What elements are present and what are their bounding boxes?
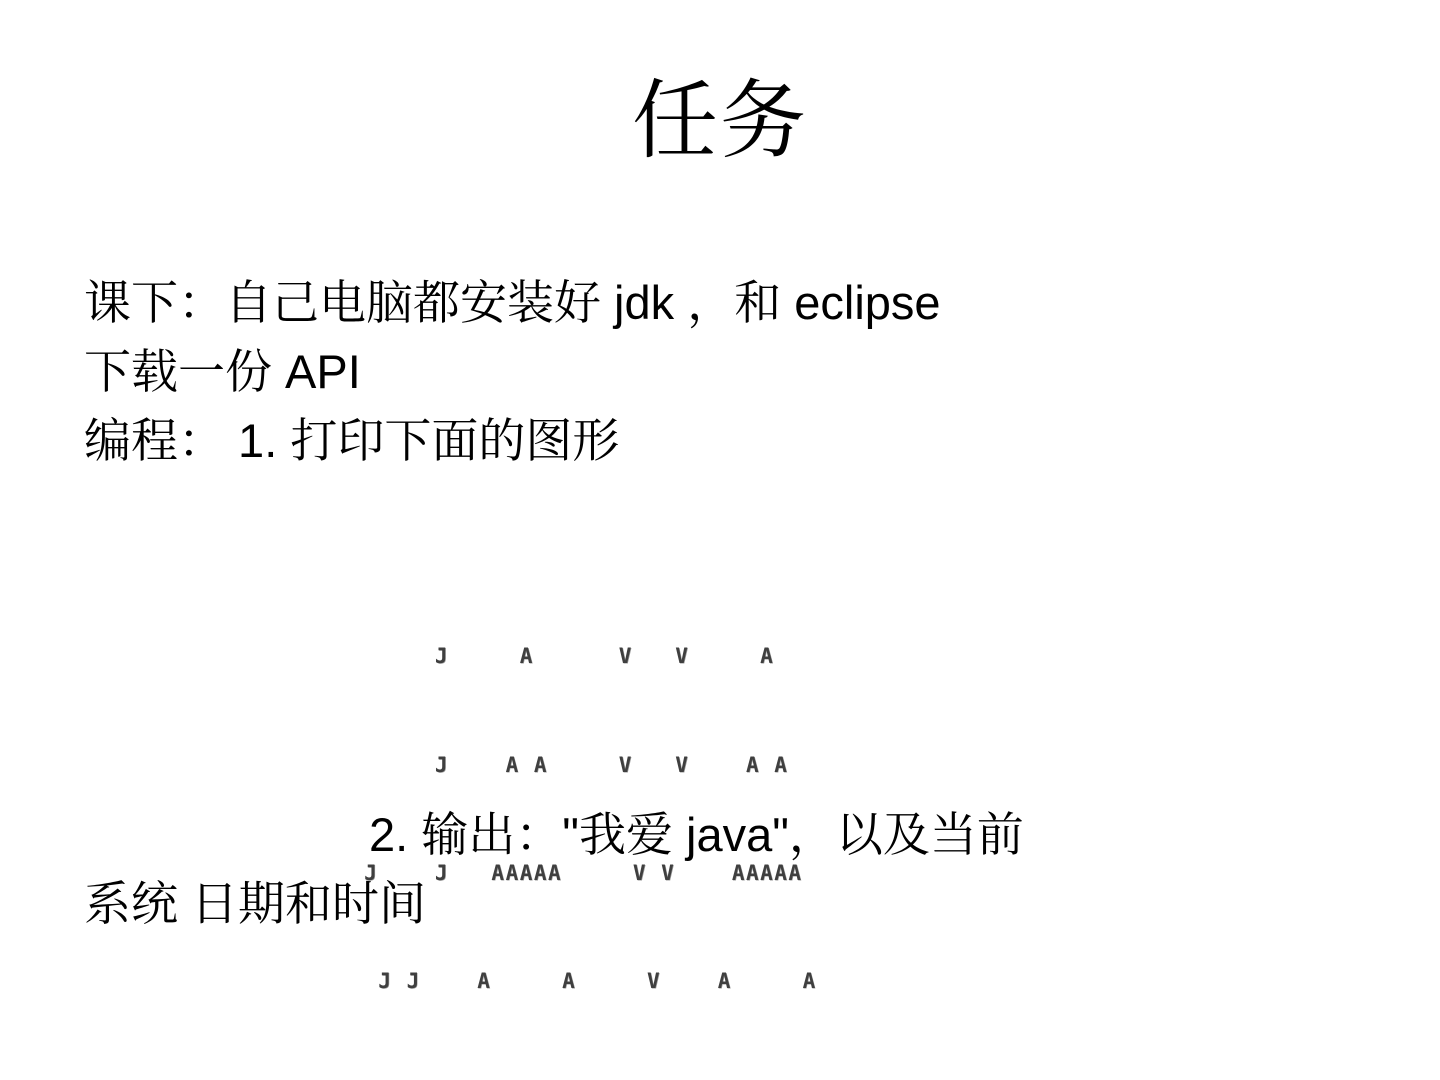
body-text-bottom — [84, 800, 1384, 938]
body-line-3: 编程： 1. 打印下面的图形 — [84, 414, 620, 468]
ascii-art-row: J A A V V A A — [350, 752, 789, 777]
body-line-5: 系统 日期和时间 — [84, 877, 427, 931]
page-title: 任务 — [632, 73, 808, 169]
ascii-art-row: J A V V A — [350, 644, 775, 669]
ascii-art-row: J J AAAAA V V AAAAA — [350, 860, 803, 885]
body-line-4-wrapper — [84, 800, 1384, 869]
ascii-art-row: J J A A V A A — [350, 969, 817, 994]
body-text-top — [84, 268, 1374, 475]
body-line-2: 下载一份 API — [84, 345, 361, 399]
body-line-4: 2. 输出："我爱 java"，以及当前 — [369, 808, 1024, 861]
body-line-1: 课下：自己电脑都安装好 jdk ，和 eclipse — [84, 276, 941, 329]
